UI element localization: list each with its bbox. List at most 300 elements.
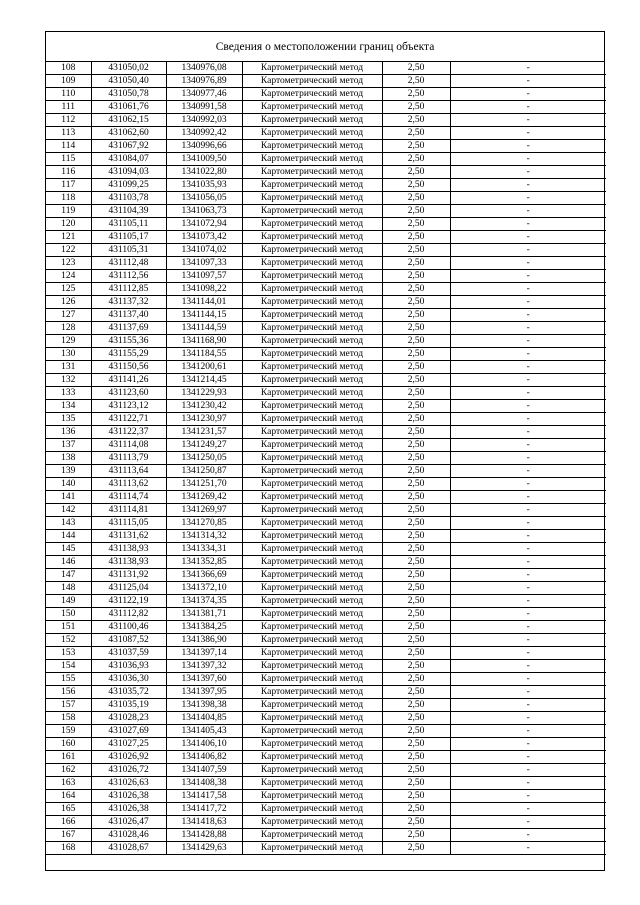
y-coordinate-cell: 1341408,38 (166, 777, 242, 790)
point-number-cell: 150 (46, 608, 91, 621)
y-coordinate-cell: 1340977,46 (166, 88, 242, 101)
accuracy-cell: 2,50 (382, 387, 450, 400)
accuracy-cell: 2,50 (382, 309, 450, 322)
table-row (46, 842, 606, 855)
x-coordinate-cell: 431114,81 (91, 504, 166, 517)
point-number-cell: 155 (46, 673, 91, 686)
table-row (46, 491, 606, 504)
point-number-cell: 117 (46, 179, 91, 192)
y-coordinate-cell: 1341417,72 (166, 803, 242, 816)
point-number-cell: 168 (46, 842, 91, 855)
point-number-cell: 114 (46, 140, 91, 153)
x-coordinate-cell: 431026,47 (91, 816, 166, 829)
x-coordinate-cell: 431061,76 (91, 101, 166, 114)
y-coordinate-cell: 1341229,93 (166, 387, 242, 400)
method-cell: Картометрический метод (242, 582, 382, 595)
accuracy-cell: 2,50 (382, 491, 450, 504)
table-row (46, 712, 606, 725)
table-row (46, 517, 606, 530)
method-cell: Картометрический метод (242, 751, 382, 764)
point-number-cell: 157 (46, 699, 91, 712)
y-coordinate-cell: 1341035,93 (166, 179, 242, 192)
x-coordinate-cell: 431050,78 (91, 88, 166, 101)
note-cell: - (450, 634, 606, 647)
accuracy-cell: 2,50 (382, 673, 450, 686)
x-coordinate-cell: 431114,74 (91, 491, 166, 504)
y-coordinate-cell: 1341406,10 (166, 738, 242, 751)
point-number-cell: 116 (46, 166, 91, 179)
x-coordinate-cell: 431035,72 (91, 686, 166, 699)
x-coordinate-cell: 431137,40 (91, 309, 166, 322)
note-cell: - (450, 842, 606, 855)
y-coordinate-cell: 1341374,35 (166, 595, 242, 608)
note-cell: - (450, 231, 606, 244)
table-row (46, 530, 606, 543)
x-coordinate-cell: 431125,04 (91, 582, 166, 595)
note-cell: - (450, 439, 606, 452)
accuracy-cell: 2,50 (382, 88, 450, 101)
note-cell: - (450, 101, 606, 114)
table-row (46, 387, 606, 400)
note-cell: - (450, 725, 606, 738)
x-coordinate-cell: 431035,19 (91, 699, 166, 712)
note-cell: - (450, 335, 606, 348)
y-coordinate-cell: 1341250,87 (166, 465, 242, 478)
y-coordinate-cell: 1341428,88 (166, 829, 242, 842)
note-cell: - (450, 374, 606, 387)
accuracy-cell: 2,50 (382, 504, 450, 517)
x-coordinate-cell: 431105,17 (91, 231, 166, 244)
point-number-cell: 154 (46, 660, 91, 673)
accuracy-cell: 2,50 (382, 634, 450, 647)
point-number-cell: 152 (46, 634, 91, 647)
note-cell: - (450, 296, 606, 309)
method-cell: Картометрический метод (242, 101, 382, 114)
y-coordinate-cell: 1341418,63 (166, 816, 242, 829)
method-cell: Картометрический метод (242, 738, 382, 751)
table-row (46, 283, 606, 296)
y-coordinate-cell: 1341397,95 (166, 686, 242, 699)
method-cell: Картометрический метод (242, 699, 382, 712)
table-row (46, 231, 606, 244)
table-row (46, 75, 606, 88)
table-row (46, 192, 606, 205)
method-cell: Картометрический метод (242, 465, 382, 478)
x-coordinate-cell: 431087,52 (91, 634, 166, 647)
y-coordinate-cell: 1341200,61 (166, 361, 242, 374)
note-cell: - (450, 127, 606, 140)
x-coordinate-cell: 431028,46 (91, 829, 166, 842)
x-coordinate-cell: 431103,78 (91, 192, 166, 205)
table-row (46, 205, 606, 218)
point-number-cell: 149 (46, 595, 91, 608)
document-frame (45, 31, 605, 871)
point-number-cell: 132 (46, 374, 91, 387)
point-number-cell: 119 (46, 205, 91, 218)
table-row (46, 621, 606, 634)
accuracy-cell: 2,50 (382, 361, 450, 374)
note-cell: - (450, 777, 606, 790)
x-coordinate-cell: 431155,36 (91, 335, 166, 348)
method-cell: Картометрический метод (242, 504, 382, 517)
y-coordinate-cell: 1341168,90 (166, 335, 242, 348)
point-number-cell: 167 (46, 829, 91, 842)
accuracy-cell: 2,50 (382, 283, 450, 296)
method-cell: Картометрический метод (242, 387, 382, 400)
point-number-cell: 113 (46, 127, 91, 140)
y-coordinate-cell: 1341250,05 (166, 452, 242, 465)
method-cell: Картометрический метод (242, 621, 382, 634)
x-coordinate-cell: 431026,92 (91, 751, 166, 764)
y-coordinate-cell: 1341352,85 (166, 556, 242, 569)
note-cell: - (450, 426, 606, 439)
method-cell: Картометрический метод (242, 270, 382, 283)
y-coordinate-cell: 1341144,01 (166, 296, 242, 309)
accuracy-cell: 2,50 (382, 348, 450, 361)
y-coordinate-cell: 1341074,02 (166, 244, 242, 257)
accuracy-cell: 2,50 (382, 530, 450, 543)
method-cell: Картометрический метод (242, 647, 382, 660)
table-row (46, 153, 606, 166)
x-coordinate-cell: 431113,64 (91, 465, 166, 478)
point-number-cell: 115 (46, 153, 91, 166)
x-coordinate-cell: 431050,40 (91, 75, 166, 88)
x-coordinate-cell: 431028,23 (91, 712, 166, 725)
note-cell: - (450, 803, 606, 816)
note-cell: - (450, 569, 606, 582)
note-cell: - (450, 205, 606, 218)
x-coordinate-cell: 431150,56 (91, 361, 166, 374)
y-coordinate-cell: 1341231,57 (166, 426, 242, 439)
accuracy-cell: 2,50 (382, 231, 450, 244)
y-coordinate-cell: 1341073,42 (166, 231, 242, 244)
point-number-cell: 126 (46, 296, 91, 309)
method-cell: Картометрический метод (242, 608, 382, 621)
note-cell: - (450, 75, 606, 88)
note-cell: - (450, 816, 606, 829)
point-number-cell: 112 (46, 114, 91, 127)
y-coordinate-cell: 1341230,42 (166, 400, 242, 413)
y-coordinate-cell: 1340976,08 (166, 62, 242, 75)
accuracy-cell: 2,50 (382, 621, 450, 634)
note-cell: - (450, 686, 606, 699)
table-row (46, 62, 606, 75)
x-coordinate-cell: 431137,32 (91, 296, 166, 309)
table-row (46, 452, 606, 465)
method-cell: Картометрический метод (242, 790, 382, 803)
x-coordinate-cell: 431105,11 (91, 218, 166, 231)
accuracy-cell: 2,50 (382, 738, 450, 751)
note-cell: - (450, 218, 606, 231)
point-number-cell: 128 (46, 322, 91, 335)
x-coordinate-cell: 431036,93 (91, 660, 166, 673)
note-cell: - (450, 790, 606, 803)
table-row (46, 582, 606, 595)
accuracy-cell: 2,50 (382, 816, 450, 829)
point-number-cell: 164 (46, 790, 91, 803)
x-coordinate-cell: 431112,82 (91, 608, 166, 621)
method-cell: Картометрический метод (242, 166, 382, 179)
accuracy-cell: 2,50 (382, 543, 450, 556)
accuracy-cell: 2,50 (382, 114, 450, 127)
note-cell: - (450, 283, 606, 296)
accuracy-cell: 2,50 (382, 101, 450, 114)
method-cell: Картометрический метод (242, 829, 382, 842)
coordinates-table (46, 62, 606, 855)
y-coordinate-cell: 1341063,73 (166, 205, 242, 218)
y-coordinate-cell: 1340996,66 (166, 140, 242, 153)
method-cell: Картометрический метод (242, 478, 382, 491)
note-cell: - (450, 348, 606, 361)
table-row (46, 777, 606, 790)
point-number-cell: 108 (46, 62, 91, 75)
note-cell: - (450, 166, 606, 179)
method-cell: Картометрический метод (242, 322, 382, 335)
y-coordinate-cell: 1341417,58 (166, 790, 242, 803)
table-row (46, 686, 606, 699)
note-cell: - (450, 140, 606, 153)
y-coordinate-cell: 1341314,32 (166, 530, 242, 543)
x-coordinate-cell: 431112,56 (91, 270, 166, 283)
method-cell: Картометрический метод (242, 283, 382, 296)
note-cell: - (450, 465, 606, 478)
y-coordinate-cell: 1341144,15 (166, 309, 242, 322)
method-cell: Картометрический метод (242, 153, 382, 166)
table-row (46, 374, 606, 387)
point-number-cell: 123 (46, 257, 91, 270)
point-number-cell: 143 (46, 517, 91, 530)
accuracy-cell: 2,50 (382, 465, 450, 478)
accuracy-cell: 2,50 (382, 582, 450, 595)
accuracy-cell: 2,50 (382, 218, 450, 231)
point-number-cell: 159 (46, 725, 91, 738)
accuracy-cell: 2,50 (382, 764, 450, 777)
table-row (46, 88, 606, 101)
table-row (46, 751, 606, 764)
method-cell: Картометрический метод (242, 309, 382, 322)
point-number-cell: 146 (46, 556, 91, 569)
table-row (46, 348, 606, 361)
point-number-cell: 166 (46, 816, 91, 829)
note-cell: - (450, 114, 606, 127)
method-cell: Картометрический метод (242, 660, 382, 673)
method-cell: Картометрический метод (242, 595, 382, 608)
point-number-cell: 129 (46, 335, 91, 348)
y-coordinate-cell: 1341056,05 (166, 192, 242, 205)
x-coordinate-cell: 431123,60 (91, 387, 166, 400)
accuracy-cell: 2,50 (382, 270, 450, 283)
method-cell: Картометрический метод (242, 348, 382, 361)
x-coordinate-cell: 431122,71 (91, 413, 166, 426)
note-cell: - (450, 62, 606, 75)
y-coordinate-cell: 1341407,59 (166, 764, 242, 777)
y-coordinate-cell: 1341372,10 (166, 582, 242, 595)
accuracy-cell: 2,50 (382, 75, 450, 88)
accuracy-cell: 2,50 (382, 166, 450, 179)
y-coordinate-cell: 1341009,50 (166, 153, 242, 166)
note-cell: - (450, 517, 606, 530)
accuracy-cell: 2,50 (382, 322, 450, 335)
y-coordinate-cell: 1341406,82 (166, 751, 242, 764)
point-number-cell: 136 (46, 426, 91, 439)
y-coordinate-cell: 1341230,97 (166, 413, 242, 426)
table-row (46, 465, 606, 478)
method-cell: Картометрический метод (242, 140, 382, 153)
table-row (46, 166, 606, 179)
table-row (46, 647, 606, 660)
y-coordinate-cell: 1341072,94 (166, 218, 242, 231)
table-row (46, 556, 606, 569)
y-coordinate-cell: 1340992,03 (166, 114, 242, 127)
x-coordinate-cell: 431112,85 (91, 283, 166, 296)
accuracy-cell: 2,50 (382, 556, 450, 569)
table-row (46, 114, 606, 127)
y-coordinate-cell: 1341184,55 (166, 348, 242, 361)
note-cell: - (450, 309, 606, 322)
note-cell: - (450, 764, 606, 777)
accuracy-cell: 2,50 (382, 699, 450, 712)
method-cell: Картометрический метод (242, 179, 382, 192)
table-row (46, 140, 606, 153)
method-cell: Картометрический метод (242, 426, 382, 439)
table-row (46, 660, 606, 673)
note-cell: - (450, 829, 606, 842)
accuracy-cell: 2,50 (382, 439, 450, 452)
point-number-cell: 118 (46, 192, 91, 205)
accuracy-cell: 2,50 (382, 127, 450, 140)
method-cell: Картометрический метод (242, 842, 382, 855)
x-coordinate-cell: 431138,93 (91, 543, 166, 556)
x-coordinate-cell: 431100,46 (91, 621, 166, 634)
table-row (46, 673, 606, 686)
accuracy-cell: 2,50 (382, 608, 450, 621)
x-coordinate-cell: 431122,37 (91, 426, 166, 439)
table-row (46, 608, 606, 621)
point-number-cell: 140 (46, 478, 91, 491)
method-cell: Картометрический метод (242, 335, 382, 348)
point-number-cell: 147 (46, 569, 91, 582)
x-coordinate-cell: 431104,39 (91, 205, 166, 218)
accuracy-cell: 2,50 (382, 803, 450, 816)
method-cell: Картометрический метод (242, 686, 382, 699)
note-cell: - (450, 478, 606, 491)
point-number-cell: 161 (46, 751, 91, 764)
table-row (46, 244, 606, 257)
y-coordinate-cell: 1341397,32 (166, 660, 242, 673)
method-cell: Картометрический метод (242, 244, 382, 257)
x-coordinate-cell: 431155,29 (91, 348, 166, 361)
point-number-cell: 131 (46, 361, 91, 374)
table-row (46, 322, 606, 335)
method-cell: Картометрический метод (242, 530, 382, 543)
y-coordinate-cell: 1341214,45 (166, 374, 242, 387)
accuracy-cell: 2,50 (382, 842, 450, 855)
point-number-cell: 138 (46, 452, 91, 465)
method-cell: Картометрический метод (242, 231, 382, 244)
accuracy-cell: 2,50 (382, 426, 450, 439)
point-number-cell: 142 (46, 504, 91, 517)
point-number-cell: 127 (46, 309, 91, 322)
point-number-cell: 122 (46, 244, 91, 257)
x-coordinate-cell: 431037,59 (91, 647, 166, 660)
point-number-cell: 144 (46, 530, 91, 543)
x-coordinate-cell: 431112,48 (91, 257, 166, 270)
note-cell: - (450, 270, 606, 283)
x-coordinate-cell: 431122,19 (91, 595, 166, 608)
accuracy-cell: 2,50 (382, 712, 450, 725)
note-cell: - (450, 88, 606, 101)
point-number-cell: 162 (46, 764, 91, 777)
x-coordinate-cell: 431115,05 (91, 517, 166, 530)
method-cell: Картометрический метод (242, 777, 382, 790)
note-cell: - (450, 192, 606, 205)
accuracy-cell: 2,50 (382, 517, 450, 530)
method-cell: Картометрический метод (242, 88, 382, 101)
table-row (46, 179, 606, 192)
table-row (46, 764, 606, 777)
method-cell: Картометрический метод (242, 673, 382, 686)
method-cell: Картометрический метод (242, 634, 382, 647)
accuracy-cell: 2,50 (382, 400, 450, 413)
point-number-cell: 110 (46, 88, 91, 101)
method-cell: Картометрический метод (242, 400, 382, 413)
point-number-cell: 134 (46, 400, 91, 413)
point-number-cell: 133 (46, 387, 91, 400)
note-cell: - (450, 244, 606, 257)
y-coordinate-cell: 1340992,42 (166, 127, 242, 140)
y-coordinate-cell: 1340991,58 (166, 101, 242, 114)
table-row (46, 569, 606, 582)
method-cell: Картометрический метод (242, 725, 382, 738)
x-coordinate-cell: 431027,25 (91, 738, 166, 751)
x-coordinate-cell: 431131,62 (91, 530, 166, 543)
y-coordinate-cell: 1341249,27 (166, 439, 242, 452)
accuracy-cell: 2,50 (382, 374, 450, 387)
method-cell: Картометрический метод (242, 712, 382, 725)
point-number-cell: 153 (46, 647, 91, 660)
note-cell: - (450, 504, 606, 517)
note-cell: - (450, 153, 606, 166)
table-row (46, 218, 606, 231)
table-row (46, 504, 606, 517)
x-coordinate-cell: 431027,69 (91, 725, 166, 738)
x-coordinate-cell: 431028,67 (91, 842, 166, 855)
point-number-cell: 111 (46, 101, 91, 114)
method-cell: Картометрический метод (242, 764, 382, 777)
point-number-cell: 125 (46, 283, 91, 296)
note-cell: - (450, 738, 606, 751)
note-cell: - (450, 452, 606, 465)
accuracy-cell: 2,50 (382, 647, 450, 660)
y-coordinate-cell: 1341398,38 (166, 699, 242, 712)
note-cell: - (450, 595, 606, 608)
table-row (46, 426, 606, 439)
y-coordinate-cell: 1341397,60 (166, 673, 242, 686)
method-cell: Картометрический метод (242, 452, 382, 465)
point-number-cell: 137 (46, 439, 91, 452)
method-cell: Картометрический метод (242, 296, 382, 309)
method-cell: Картометрический метод (242, 192, 382, 205)
accuracy-cell: 2,50 (382, 153, 450, 166)
x-coordinate-cell: 431062,60 (91, 127, 166, 140)
method-cell: Картометрический метод (242, 491, 382, 504)
accuracy-cell: 2,50 (382, 829, 450, 842)
table-row (46, 803, 606, 816)
x-coordinate-cell: 431026,72 (91, 764, 166, 777)
note-cell: - (450, 582, 606, 595)
method-cell: Картометрический метод (242, 62, 382, 75)
table-row (46, 270, 606, 283)
